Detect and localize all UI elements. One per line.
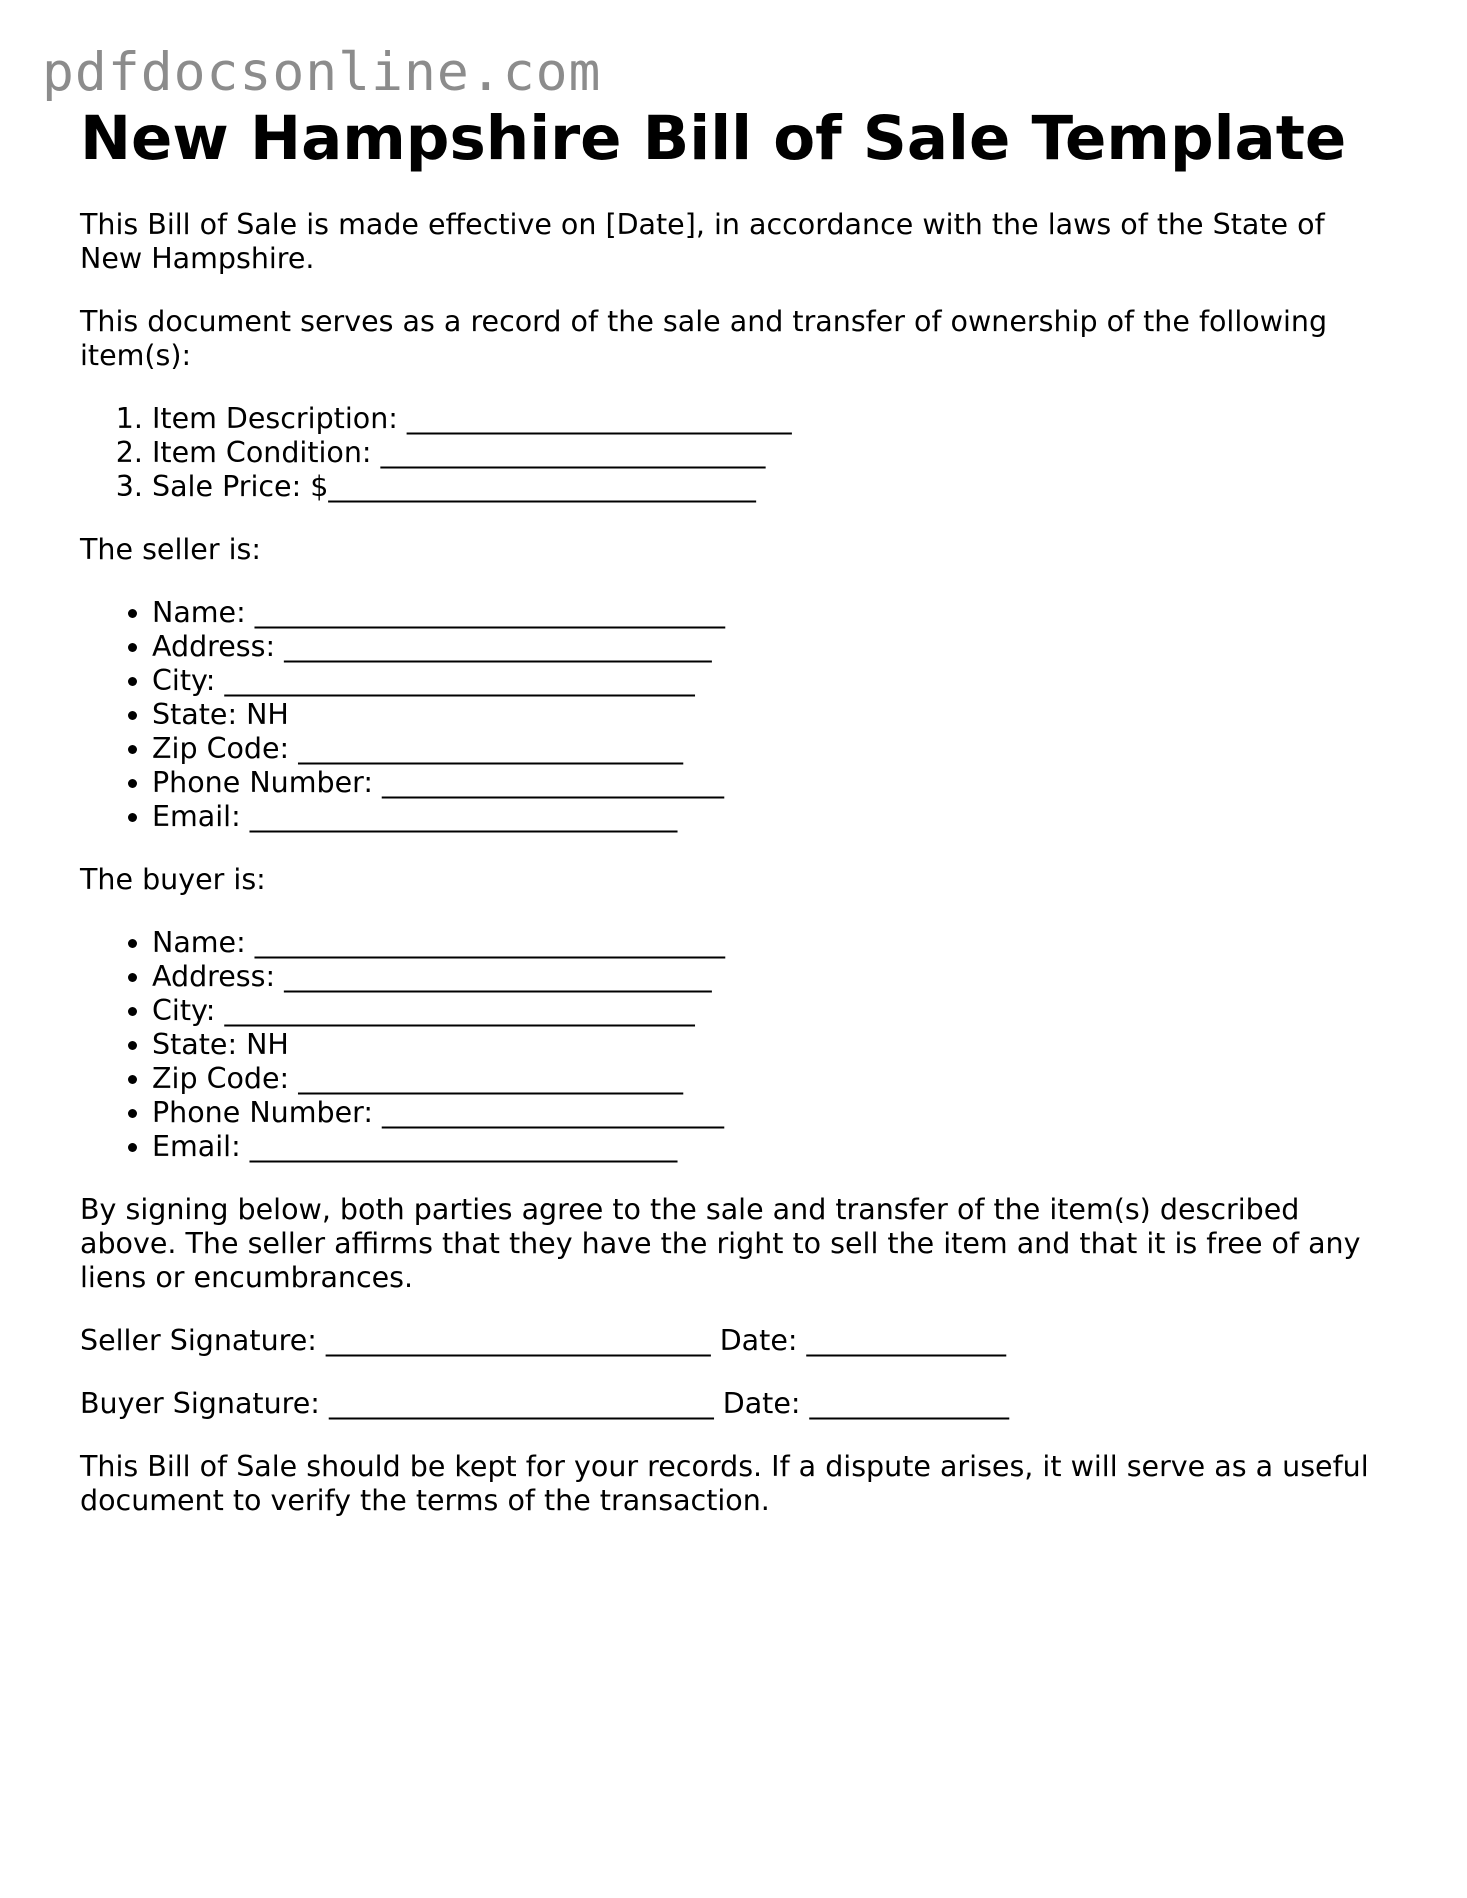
buyer-state-field: • State: NH [152, 1028, 1390, 1062]
seller-state-field: • State: NH [152, 698, 1390, 732]
buyer-zip-field: • Zip Code: ___________________________ [152, 1062, 1390, 1096]
watermark-logo: pdfdocsonline.com [42, 42, 602, 103]
item-description-field: 1. Item Description: ___________________________ [152, 402, 1390, 436]
seller-heading: The seller is: [80, 533, 261, 566]
seller-signature-line: Seller Signature: ___________________________ Date: ______________ [80, 1324, 1007, 1357]
document-page [80, 100, 1390, 1518]
buyer-heading: The buyer is: [80, 863, 266, 896]
seller-city-field: • City: _________________________________ [152, 664, 1390, 698]
buyer-signature-line: Buyer Signature: ___________________________ Date: ______________ [80, 1387, 1010, 1420]
seller-phone-field: • Phone Number: ________________________ [152, 766, 1390, 800]
intro-paragraph: This Bill of Sale is made effective on [Date], in accordance with the laws of the State of New Hampshire. [80, 208, 1325, 275]
buyer-fields-list [80, 926, 1390, 1164]
seller-email-field: • Email: ______________________________ [152, 800, 1390, 834]
seller-zip-field: • Zip Code: ___________________________ [152, 732, 1390, 766]
seller-address-field: • Address: ______________________________ [152, 630, 1390, 664]
sale-price-field: 3. Sale Price: $______________________________ [152, 470, 1390, 504]
seller-fields-list [80, 596, 1390, 834]
buyer-name-field: • Name: _________________________________ [152, 926, 1390, 960]
agreement-paragraph: By signing below, both parties agree to the sale and transfer of the item(s) described above. The seller affirms that they have the right to sell the item and that it is free of any liens or encumbrances. [80, 1193, 1361, 1294]
seller-name-field: • Name: _________________________________ [152, 596, 1390, 630]
closing-paragraph: This Bill of Sale should be kept for your records. If a dispute arises, it will serve as a useful document to verify the terms of the transaction. [80, 1450, 1369, 1517]
buyer-address-field: • Address: ______________________________ [152, 960, 1390, 994]
item-list [80, 402, 1390, 504]
buyer-email-field: • Email: ______________________________ [152, 1130, 1390, 1164]
document-title: New Hampshire Bill of Sale Template [80, 103, 1347, 174]
purpose-paragraph: This document serves as a record of the sale and transfer of ownership of the following item(s): [80, 305, 1328, 372]
item-condition-field: 2. Item Condition: ___________________________ [152, 436, 1390, 470]
buyer-phone-field: • Phone Number: ________________________ [152, 1096, 1390, 1130]
buyer-city-field: • City: _________________________________ [152, 994, 1390, 1028]
